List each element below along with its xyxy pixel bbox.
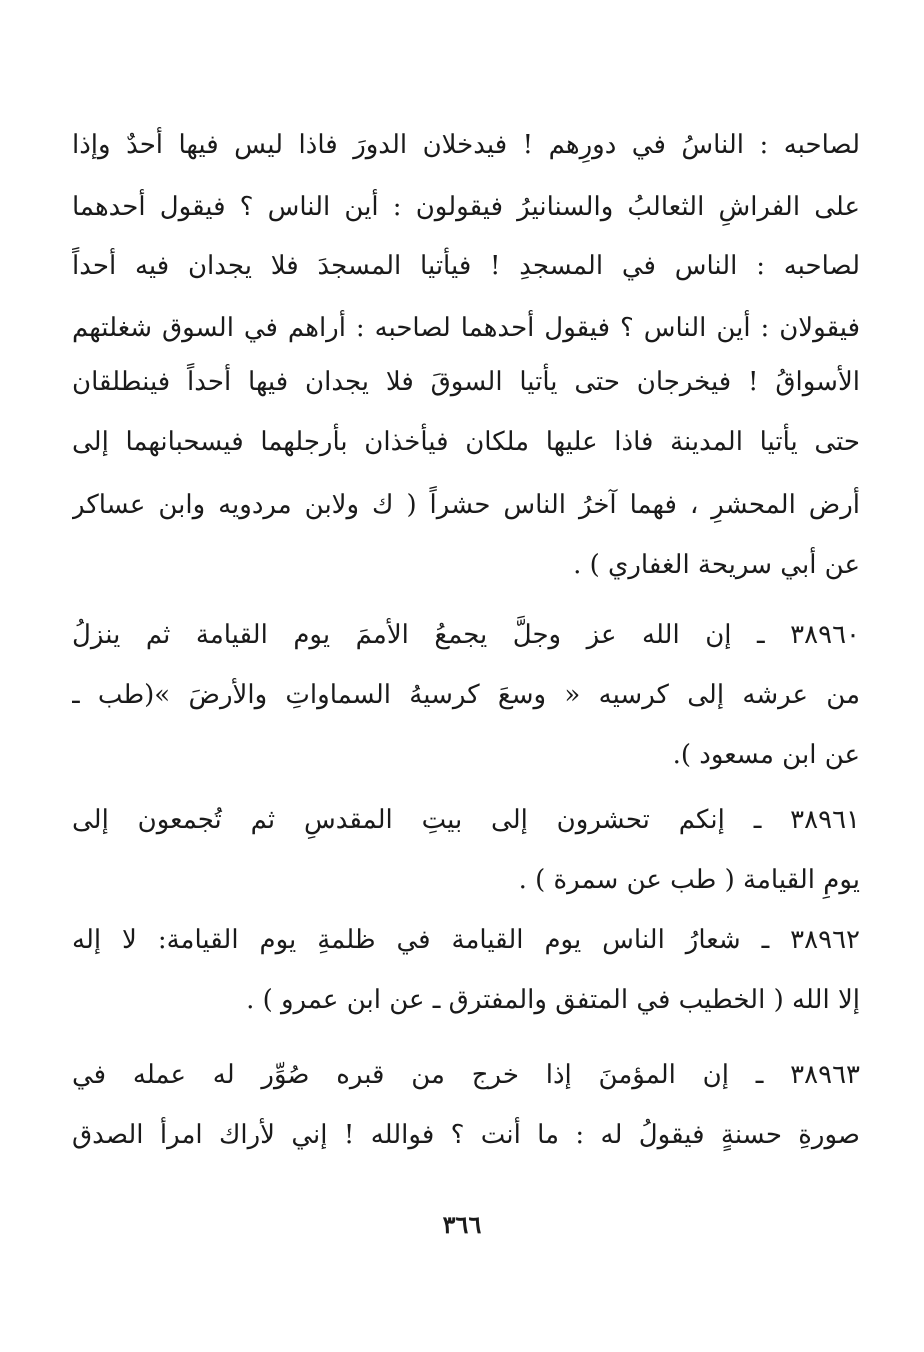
hadith-38962-line: ٣٨٩٦٢ ـ شعارُ الناس يوم القيامة في ظلمةِ يوم القيامة: لا إله [72, 925, 860, 955]
text-line: الأسواقُ ! فيخرجان حتى يأتيا السوقَ فلا يجدان فيها أحداً فينطلقان [72, 367, 860, 397]
text-line: فيقولان : أين الناس ؟ فيقول أحدهما لصاحبه : أراهم في السوق شغلتهم [72, 313, 860, 343]
text-line: حتى يأتيا المدينة فاذا عليها ملكان فيأخذان بأرجلهما فيسحبانهما إلى [72, 427, 860, 457]
text-line: لصاحبه : الناسُ في دورِهم ! فيدخلان الدورَ فاذا ليس فيها أحدٌ وإذا [72, 130, 860, 160]
hadith-38962-line: إلا الله ( الخطيب في المتفق والمفترق ـ عن ابن عمرو ) . [246, 985, 860, 1015]
hadith-38960-line: ٣٨٩٦٠ ـ إن الله عز وجلَّ يجمعُ الأممَ يوم القيامة ثم ينزلُ [72, 620, 860, 650]
hadith-38963-line: صورةِ حسنةٍ فيقولُ له : ما أنت ؟ فوالله ! إني لأراك امرأ الصدق [72, 1120, 860, 1150]
text-line: على الفراشِ الثعالبُ والسنانيرُ فيقولون : أين الناس ؟ فيقول أحدهما [72, 192, 860, 222]
hadith-38961-line: يومِ القيامة ( طب عن سمرة ) . [518, 865, 860, 895]
text-line: لصاحبه : الناس في المسجدِ ! فيأتيا المسجدَ فلا يجدان فيه أحداً [72, 251, 860, 281]
text-line: عن أبي سريحة الغفاري ) . [573, 550, 860, 580]
text-line: أرض المحشرِ ، فهما آخرُ الناس حشراً ( ك ولابن مردويه وابن عساكر [72, 490, 860, 520]
hadith-38960-line: من عرشه إلى كرسيه « وسعَ كرسيهُ السماواتِ والأرضَ »(طب ـ [72, 680, 860, 710]
hadith-38963-line: ٣٨٩٦٣ ـ إن المؤمنَ إذا خرج من قبره صُوِّر له عمله في [72, 1060, 860, 1090]
hadith-38960-line: عن ابن مسعود ). [672, 740, 860, 770]
hadith-38961-line: ٣٨٩٦١ ـ إنكم تحشرون إلى بيتِ المقدسِ ثم تُجمعون إلى [72, 805, 860, 835]
page-number: ٣٦٦ [442, 1210, 482, 1239]
